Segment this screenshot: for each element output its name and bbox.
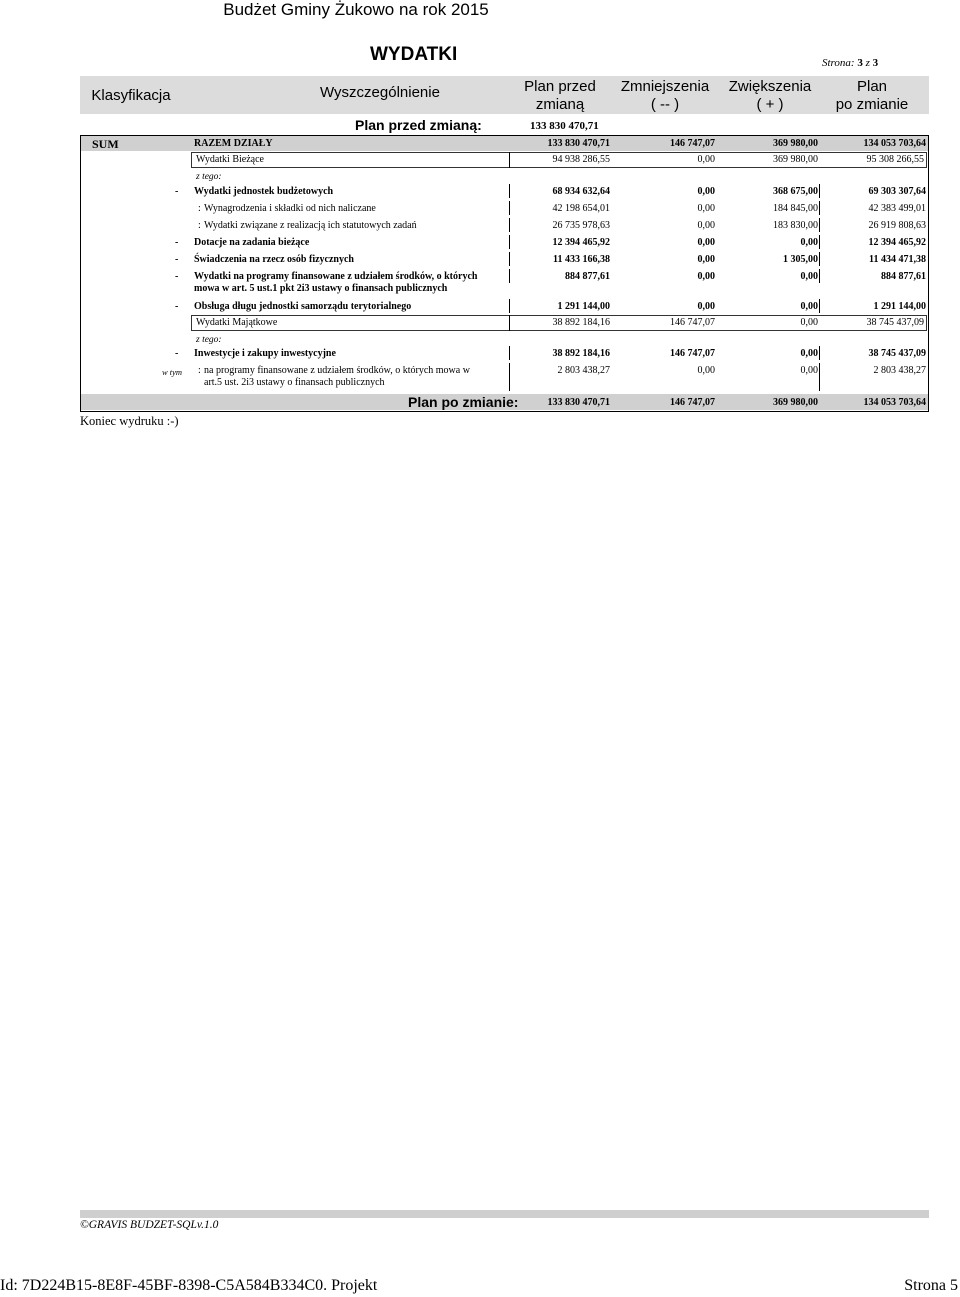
table-rule <box>819 363 820 391</box>
row-after: 2 803 438,27 <box>873 365 926 376</box>
sum-plus: 369 980,00 <box>773 138 818 149</box>
footer-id: Id: 7D224B15-8E8F-45BF-8398-C5A584B334C0. Projekt <box>0 1277 378 1294</box>
header-plan-przed-1: Plan przed <box>524 78 596 95</box>
row-plus: 0,00 <box>800 365 818 376</box>
table-rule <box>80 411 929 412</box>
row-plan: 1 291 144,00 <box>557 301 610 312</box>
row-after: 69 303 307,64 <box>868 186 926 197</box>
table-rule <box>819 346 820 360</box>
table-rule <box>509 269 510 283</box>
table-rule <box>928 135 929 412</box>
row-minus: 0,00 <box>697 271 715 282</box>
table-rule <box>819 299 820 313</box>
section-title: WYDATKI <box>370 44 458 65</box>
row-after: 38 745 437,09 <box>868 348 926 359</box>
table-rule <box>509 218 510 232</box>
plan-przed-value: 133 830 470,71 <box>530 120 599 132</box>
page-total: 3 <box>872 57 879 69</box>
row-plus: 0,00 <box>800 317 818 328</box>
row-label: Inwestycje i zakupy inwestycyjne <box>194 348 336 359</box>
row-plus: 1 305,00 <box>783 254 818 265</box>
row-after: 42 383 499,01 <box>868 203 926 214</box>
header-plan-po-2: po zmianie <box>835 96 909 113</box>
header-klasyfikacja: Klasyfikacja <box>91 87 171 104</box>
row-minus: 0,00 <box>697 301 715 312</box>
table-rule <box>509 201 510 215</box>
row-after: 12 394 465,92 <box>868 237 926 248</box>
row-label: Wydatki jednostek budżetowych <box>194 186 334 197</box>
row-label-line1: na programy finansowane z udziałem środków, o których mowa w <box>204 365 470 376</box>
page-indicator <box>822 57 878 69</box>
table-rule <box>509 252 510 266</box>
row-after: 26 919 808,63 <box>868 220 926 231</box>
row-after: 884 877,61 <box>881 271 926 282</box>
row-minus: 146 747,07 <box>670 348 715 359</box>
table-rule <box>819 184 820 198</box>
table-rule <box>509 346 510 360</box>
row-after: 95 308 266,55 <box>866 154 924 165</box>
footer-band <box>80 1210 929 1218</box>
row-minus: 0,00 <box>697 237 715 248</box>
document-title: Budżet Gminy Żukowo na rok 2015 <box>223 0 489 19</box>
header-zwiekszenia-2: ( + ) <box>756 96 784 113</box>
row-dash: - <box>175 348 179 359</box>
row-plan: 42 198 654,01 <box>552 203 610 214</box>
row-plus: 368 675,00 <box>773 186 818 197</box>
row-minus: 0,00 <box>697 220 715 231</box>
row-plan: 11 433 166,38 <box>553 254 610 265</box>
page-label: Strona: <box>822 57 855 69</box>
end-note: Koniec wydruku :-) <box>80 414 179 428</box>
row-plan: 2 803 438,27 <box>557 365 610 376</box>
row-plus: 0,00 <box>800 301 818 312</box>
row-plan: 38 892 184,16 <box>552 317 610 328</box>
page-current: 3 <box>857 57 863 69</box>
row-label-line2: art.5 ust. 2i3 ustawy o finansach publicznych <box>204 377 385 388</box>
row-plus: 184 845,00 <box>773 203 818 214</box>
sum-label: RAZEM DZIAŁY <box>194 138 273 149</box>
row-minus: 0,00 <box>697 186 715 197</box>
row-note: z tego: <box>196 335 222 345</box>
row-plus: 0,00 <box>800 348 818 359</box>
row-dash: : <box>198 365 201 376</box>
table-rule <box>509 363 510 391</box>
row-dash: : <box>198 203 201 214</box>
row-minus: 146 747,07 <box>670 317 715 328</box>
plan-po-label: Plan po zmianie: <box>408 394 519 410</box>
footer-copyright: ©GRAVIS BUDZET-SQLv.1.0 <box>80 1219 219 1231</box>
table-rule <box>80 135 81 412</box>
row-plan: 26 735 978,63 <box>552 220 610 231</box>
plan-przed-label: Plan przed zmianą: <box>355 117 482 133</box>
sum-after: 134 053 703,64 <box>863 138 926 149</box>
plan-po-plus: 369 980,00 <box>773 397 818 408</box>
row-minus: 0,00 <box>697 254 715 265</box>
row-plan: 12 394 465,92 <box>552 237 610 248</box>
row-label: Obsługa długu jednostki samorządu terytorialnego <box>194 301 412 312</box>
sum-minus: 146 747,07 <box>670 138 715 149</box>
row-dash: - <box>175 271 179 282</box>
row-dash: - <box>175 301 179 312</box>
row-after: 11 434 471,38 <box>869 254 926 265</box>
table-rule <box>819 201 820 215</box>
row-dash: - <box>175 237 179 248</box>
row-dash: : <box>198 220 201 231</box>
row-minus: 0,00 <box>697 203 715 214</box>
plan-po-minus: 146 747,07 <box>670 397 715 408</box>
row-after: 1 291 144,00 <box>873 301 926 312</box>
row-plus: 0,00 <box>800 271 818 282</box>
row-plus: 0,00 <box>800 237 818 248</box>
table-rule <box>509 184 510 198</box>
row-dash: - <box>175 254 179 265</box>
row-plus: 183 830,00 <box>773 220 818 231</box>
row-label: Wynagrodzenia i składki od nich naliczane <box>204 203 376 214</box>
table-rule <box>819 235 820 249</box>
header-plan-po-1: Plan <box>856 78 888 95</box>
footer-page: Strona 5 <box>904 1277 958 1294</box>
row-after: 38 745 437,09 <box>866 317 924 328</box>
row-plan: 94 938 286,55 <box>552 154 610 165</box>
row-label-line2: mowa w art. 5 ust.1 pkt 2i3 ustawy o finansach publicznych <box>194 283 448 294</box>
row-dash: - <box>175 186 179 197</box>
table-rule <box>819 252 820 266</box>
row-label: Wydatki Majątkowe <box>196 317 278 328</box>
row-label: Wydatki Bieżące <box>196 154 264 165</box>
sum-plan: 133 830 470,71 <box>547 138 610 149</box>
header-zmniejszenia-1: Zmniejszenia <box>620 78 710 95</box>
table-rule <box>819 269 820 283</box>
plan-po-after: 134 053 703,64 <box>863 397 926 408</box>
row-prefix: w tym <box>162 367 183 377</box>
row-plan: 884 877,61 <box>565 271 610 282</box>
table-rule <box>509 299 510 313</box>
row-plan: 38 892 184,16 <box>552 348 610 359</box>
row-label: Wydatki związane z realizacją ich statutowych zadań <box>204 220 417 231</box>
plan-po-plan: 133 830 470,71 <box>547 397 610 408</box>
header-plan-przed-2: zmianą <box>535 96 585 113</box>
page-sep: z <box>865 57 870 69</box>
row-plus: 369 980,00 <box>773 154 818 165</box>
row-plan: 68 934 632,64 <box>552 186 610 197</box>
row-label: Świadczenia na rzecz osób fizycznych <box>194 254 354 265</box>
header-zwiekszenia-1: Zwiększenia <box>728 78 812 95</box>
sum-code: SUM <box>92 137 119 151</box>
header-zmniejszenia-2: ( -- ) <box>650 96 680 113</box>
row-label-line1: Wydatki na programy finansowane z udziałem środków, o których <box>194 271 478 282</box>
row-minus: 0,00 <box>697 365 715 376</box>
row-minus: 0,00 <box>697 154 715 165</box>
row-label: Dotacje na zadania bieżące <box>194 237 310 248</box>
table-rule <box>819 218 820 232</box>
header-wyszczegolnienie: Wyszczególnienie <box>320 84 440 101</box>
row-note: z tego: <box>196 172 222 182</box>
table-rule <box>509 235 510 249</box>
